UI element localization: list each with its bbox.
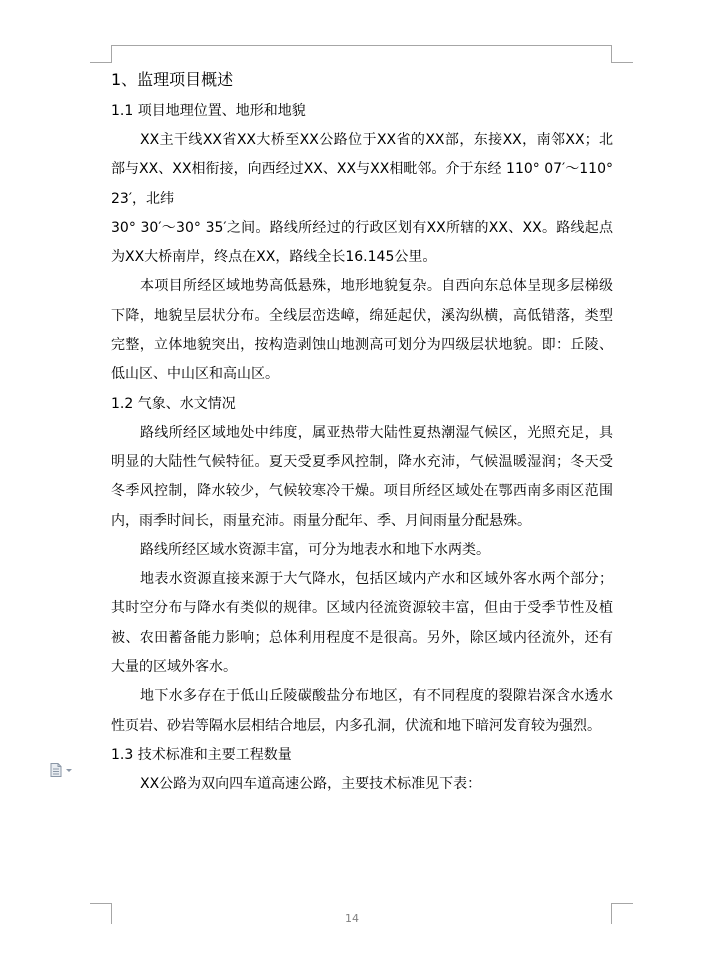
paragraph: 路线所经区域地处中纬度，属亚热带大陆性夏热潮湿气候区，光照充足，具明显的大陆性气候特征。夏天受夏季风控制，降水充沛，气候温暖湿润；冬天受冬季风控制，降水较少，气候较寒冷干燥。项目所经区域处在鄂西南多雨区范围内，雨季时间长，雨量充沛。雨量分配年、季、月间雨量分配悬殊。 (111, 424, 613, 529)
document-icon[interactable] (50, 762, 76, 776)
paragraph: 地表水资源直接来源于大气降水，包括区域内产水和区域外客水两个部分；其时空分布与降水有类似的规律。区域内径流资源较丰富，但由于受季节性及植被、农田蓄备能力影响；总体利用程度不是很高。另外，除区域内径流外，还有大量的区域外客水。 (111, 571, 613, 676)
document-body[interactable] (111, 66, 613, 799)
header-rule (111, 45, 611, 46)
section-1-1-title: 1.1 项目地理位置、地形和地貌 (111, 103, 306, 119)
paragraph: 地下水多存在于低山丘陵碳酸盐分布地区，有不同程度的裂隙岩深含水透水性页岩、砂岩等隔水层相结合地层，内多孔洞，伏流和地下暗河发育较为强烈。 (111, 688, 613, 734)
section-1-2-title: 1.2 气象、水文情况 (111, 395, 236, 412)
paragraph: XX主干线XX省XX大桥至XX公路位于XX省的XX部，东接XX，南邻XX；北部与XX、XX相衔接，向西经过XX、XX与XX相毗邻。介于东经 110° 07′～110° 23′，北纬 (111, 132, 613, 207)
paragraph: XX公路为双向四车道高速公路，主要技术标准见下表： (140, 775, 482, 792)
heading-1: 1、监理项目概述 (111, 70, 234, 89)
paragraph: 路线所经区域水资源丰富，可分为地表水和地下水两类。 (140, 541, 490, 558)
crop-mark-top-right (611, 45, 633, 63)
page-number: 14 (345, 912, 359, 925)
section-1-3-title: 1.3 技术标准和主要工程数量 (111, 746, 292, 763)
crop-mark-top-left (90, 45, 112, 63)
paragraph: 30° 30′～30° 35′之间。路线所经过的行政区划有XX所辖的XX、XX。路线起点为XX大桥南岸，终点在XX，路线全长16.145公里。 (111, 219, 613, 266)
paragraph: 本项目所经区域地势高低悬殊，地形地貌复杂。自西向东总体呈现多层梯级下降，地貌呈层状分布。全线层峦迭嶂，绵延起伏，溪沟纵横，高低错落，类型完整，立体地貌突出，按构造剥蚀山地测高可划分为四级层状地貌。即：丘陵、低山区、中山区和高山区。 (111, 278, 613, 383)
document-icon (50, 763, 76, 777)
